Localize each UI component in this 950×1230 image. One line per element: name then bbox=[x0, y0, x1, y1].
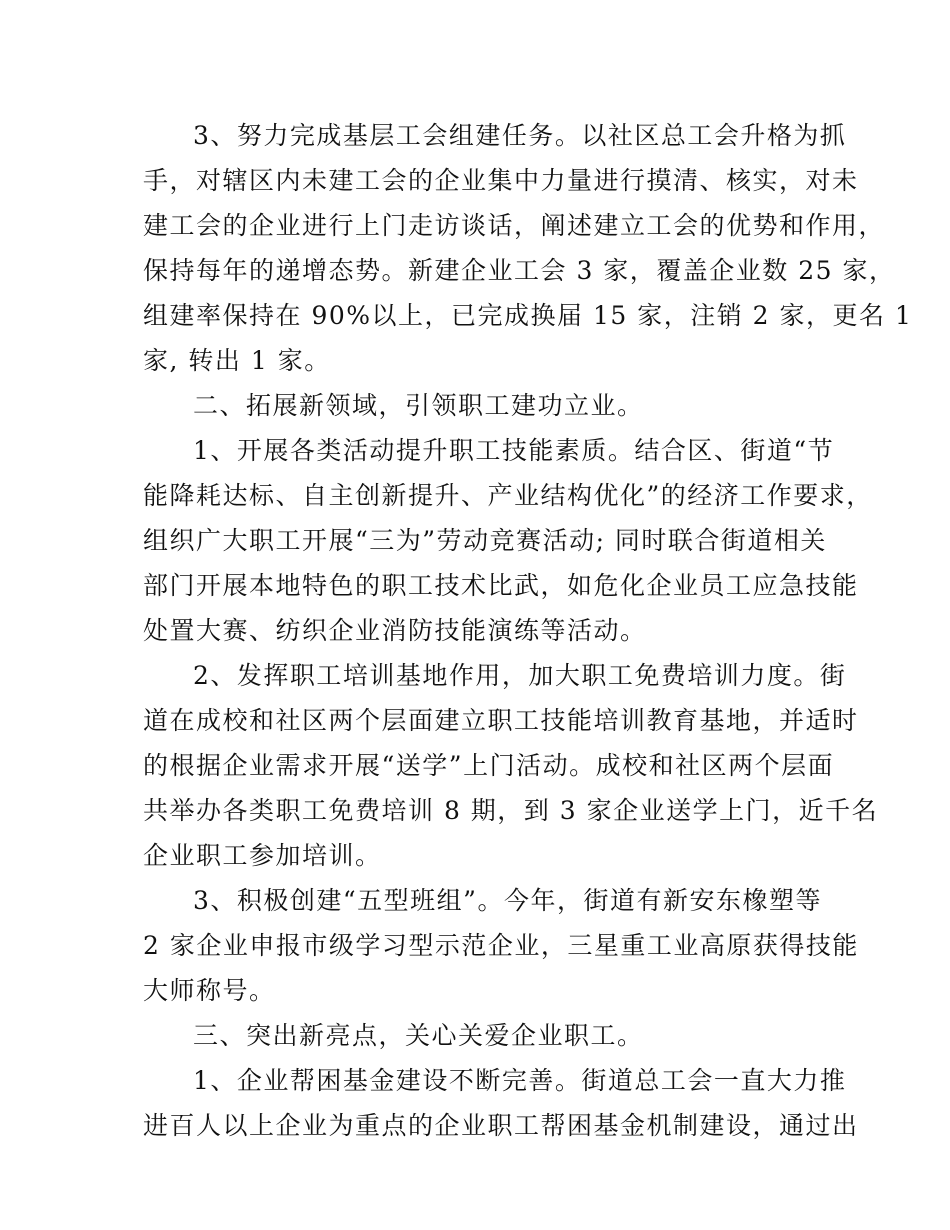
paragraph-line: 建工会的企业进行上门走访谈话，阐述建立工会的优势和作用， bbox=[143, 211, 886, 240]
paragraph-line: 部门开展本地特色的职工技术比武，如危化企业员工应急技能 bbox=[143, 571, 859, 600]
paragraph-line: 的根据企业需求开展“送学”上门活动。成校和社区两个层面 bbox=[143, 751, 835, 780]
paragraph-line: 2、发挥职工培训基地作用，加大职工免费培训力度。街 bbox=[193, 661, 847, 690]
paragraph-line: 能降耗达标、自主创新提升、产业结构优化”的经济工作要求， bbox=[143, 481, 873, 510]
paragraph-line: 家, 转出 1 家。 bbox=[143, 346, 331, 375]
paragraph-line: 1、企业帮困基金建设不断完善。街道总工会一直大力推 bbox=[193, 1066, 847, 1095]
section-heading: 三、突出新亮点，关心关爱企业职工。 bbox=[193, 1021, 644, 1050]
paragraph-line: 3、积极创建“五型班组”。今年，街道有新安东橡塑等 bbox=[193, 886, 822, 915]
section-heading: 二、拓展新领域，引领职工建功立业。 bbox=[193, 391, 644, 420]
paragraph-line: 手，对辖区内未建工会的企业集中力量进行摸清、核实，对未 bbox=[143, 166, 859, 195]
paragraph-line: 共举办各类职工免费培训 8 期，到 3 家企业送学上门，近千名 bbox=[143, 796, 879, 825]
paragraph-line: 进百人以上企业为重点的企业职工帮困基金机制建设，通过出 bbox=[143, 1111, 859, 1140]
paragraph-line: 企业职工参加培训。 bbox=[143, 841, 382, 870]
paragraph-line: 组建率保持在 90%以上，已完成换届 15 家，注销 2 家，更名 1 bbox=[143, 301, 913, 330]
paragraph-line: 3、努力完成基层工会组建任务。以社区总工会升格为抓 bbox=[193, 121, 847, 150]
paragraph-line: 组织广大职工开展“三为”劳动竞赛活动; 同时联合街道相关 bbox=[143, 526, 827, 555]
paragraph-line: 道在成校和社区两个层面建立职工技能培训教育基地，并适时 bbox=[143, 706, 859, 735]
paragraph-line: 保持每年的递增态势。新建企业工会 3 家，覆盖企业数 25 家， bbox=[143, 256, 896, 285]
paragraph-line: 处置大赛、纺织企业消防技能演练等活动。 bbox=[143, 616, 647, 645]
paragraph-line: 大师称号。 bbox=[143, 976, 276, 1005]
paragraph-line: 1、开展各类活动提升职工技能素质。结合区、街道“节 bbox=[193, 436, 835, 465]
paragraph-line: 2 家企业申报市级学习型示范企业，三星重工业高原获得技能 bbox=[143, 931, 859, 960]
